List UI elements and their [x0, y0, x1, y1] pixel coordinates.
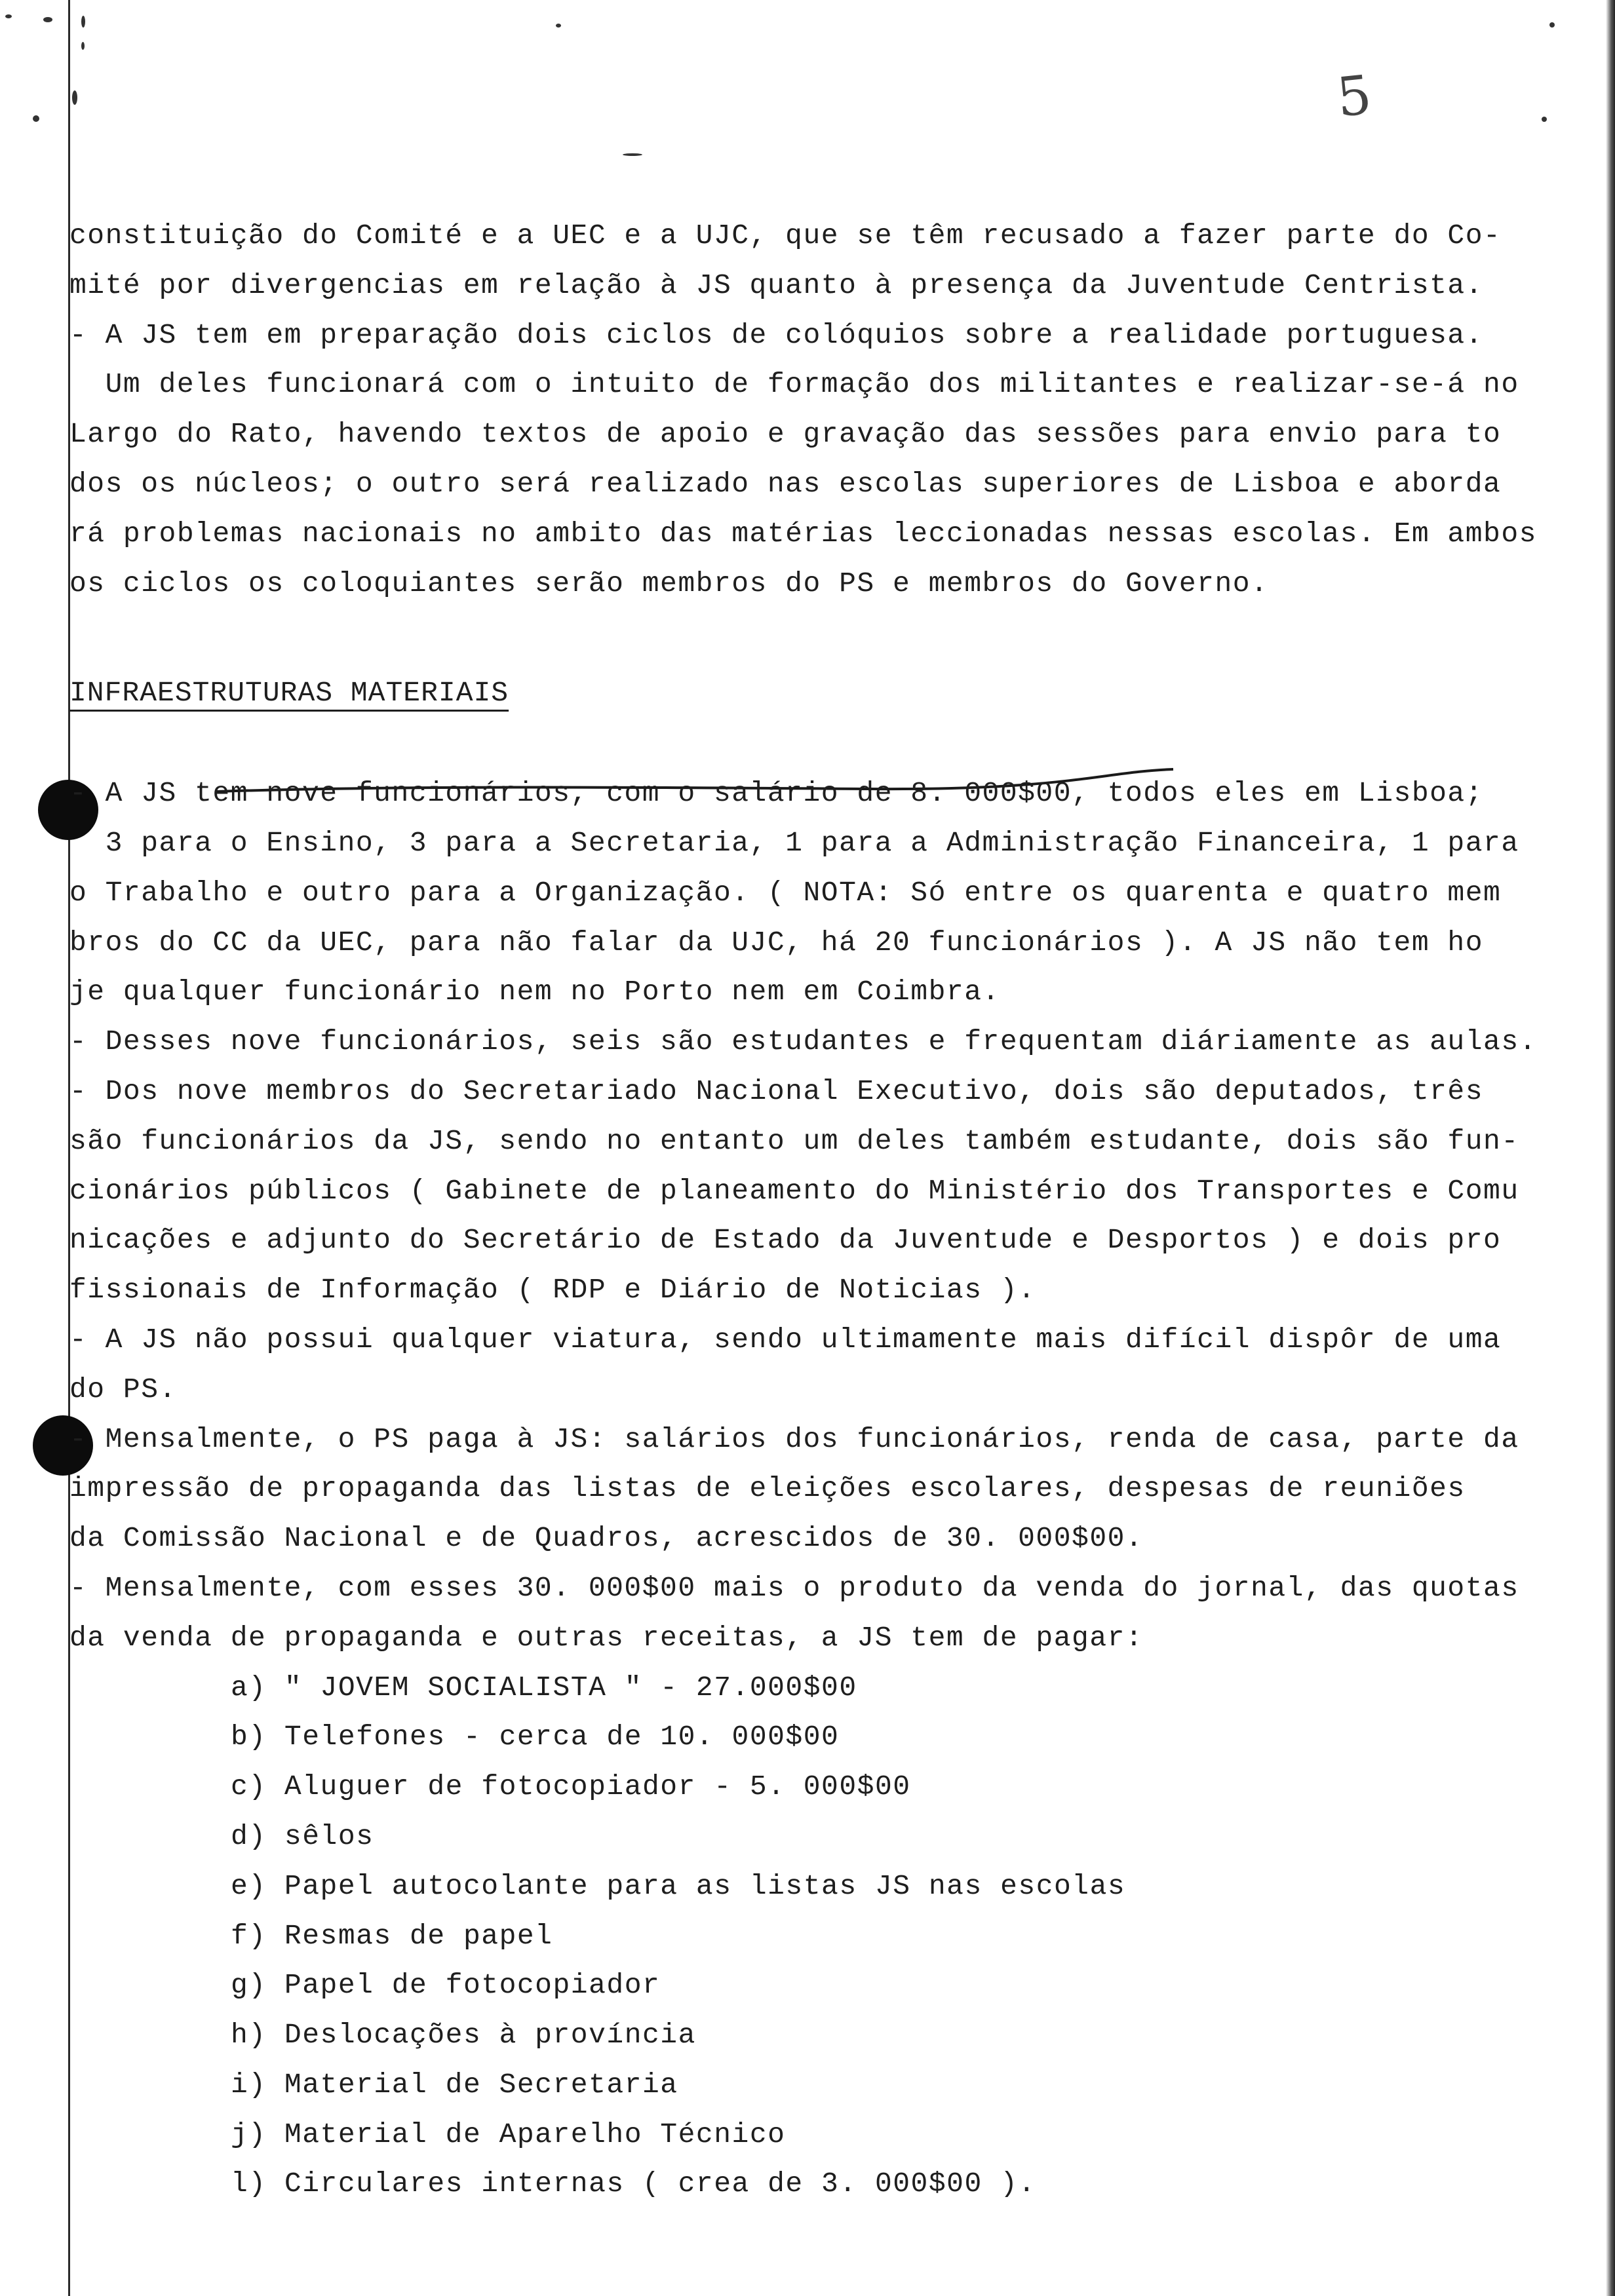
expense-item: b) Telefones - cerca de 10. 000$00 [231, 1721, 840, 1753]
scan-speck [43, 17, 52, 22]
section-line: bros do CC da UEC, para não falar da UJC, há 20 funcionários ). A JS não tem ho [69, 926, 1484, 959]
intro-line: mité por divergencias em relação à JS quanto à presença da Juventude Centrista. [69, 269, 1484, 301]
expense-item: j) Material de Aparelho Técnico [231, 2118, 786, 2151]
section-line: da Comissão Nacional e de Quadros, acrescidos de 30. 000$00. [69, 1522, 1144, 1555]
document-body [69, 211, 1544, 2209]
intro-line: rá problemas nacionais no ambito das matérias leccionadas nessas escolas. Em ambos [69, 517, 1537, 550]
intro-line: os ciclos os coloquiantes serão membros do PS e membros do Governo. [69, 567, 1269, 600]
section-line: - Mensalmente, o PS paga à JS: salários dos funcionários, renda de casa, parte da [69, 1423, 1519, 1455]
expense-item: f) Resmas de papel [231, 1919, 553, 1952]
expense-item: e) Papel autocolante para as listas JS nas escolas [231, 1869, 1126, 1902]
scan-speck [1542, 117, 1547, 122]
page-number: 5 [1334, 64, 1374, 130]
scan-speck [1549, 22, 1555, 28]
section-line: fissionais de Informação ( RDP e Diário de Noticias ). [69, 1274, 1036, 1307]
expense-item: l) Circulares internas ( crea de 3. 000$00 ). [231, 2168, 1036, 2200]
section-line: je qualquer funcionário nem no Porto nem em Coimbra. [69, 976, 1000, 1008]
scan-right-edge [1606, 0, 1615, 2296]
scan-speck [72, 90, 77, 105]
section-line: da venda de propaganda e outras receitas, a JS tem de pagar: [69, 1621, 1144, 1654]
scan-speck [623, 153, 642, 156]
section-line: - Dos nove membros do Secretariado Nacional Executivo, dois são deputados, três [69, 1075, 1484, 1107]
intro-line: Um deles funcionará com o intuito de formação dos militantes e realizar-se-á no [69, 368, 1519, 401]
scan-speck [81, 42, 85, 50]
spacer [69, 608, 1544, 668]
expense-item: a) " JOVEM SOCIALISTA " - 27.000$00 [231, 1671, 857, 1704]
section-line: nicações e adjunto do Secretário de Estado da Juventude e Desportos ) e dois pro [69, 1224, 1502, 1257]
section-line: do PS. [69, 1373, 177, 1406]
section-line: impressão de propaganda das listas de eleições escolares, despesas de reuniões [69, 1472, 1466, 1505]
expense-item: d) sêlos [231, 1820, 374, 1852]
section-heading: INFRAESTRUTURAS MATERIAIS [69, 677, 509, 710]
expense-item: c) Aluguer de fotocopiador - 5. 000$00 [231, 1770, 911, 1803]
section-line: - A JS não possui qualquer viatura, sendo ultimamente mais difícil dispôr de uma [69, 1323, 1502, 1356]
scan-speck [5, 14, 12, 18]
intro-line: constituição do Comité e a UEC e a UJC, que se têm recusado a fazer parte do Co- [69, 220, 1502, 252]
section-line: 3 para o Ensino, 3 para a Secretaria, 1 para a Administração Financeira, 1 para [69, 826, 1519, 859]
intro-line: - A JS tem em preparação dois ciclos de colóquios sobre a realidade portuguesa. [69, 318, 1484, 351]
section-line: - A JS tem nove funcionários, com o salário de 8. 000$00, todos eles em Lisboa; [69, 777, 1484, 810]
section-line: cionários públicos ( Gabinete de planeamento do Ministério dos Transportes e Comu [69, 1174, 1519, 1207]
section-line: o Trabalho e outro para a Organização. ( NOTA: Só entre os quarenta e quatro mem [69, 876, 1502, 909]
intro-line: dos os núcleos; o outro será realizado nas escolas superiores de Lisboa e aborda [69, 467, 1502, 500]
spacer [69, 718, 1544, 769]
scan-speck [33, 115, 39, 122]
expense-item: h) Deslocações à província [231, 2019, 696, 2052]
section-line: são funcionários da JS, sendo no entanto um deles também estudante, dois são fun- [69, 1124, 1519, 1157]
scan-speck [81, 16, 85, 28]
intro-line: Largo do Rato, havendo textos de apoio e gravação das sessões para envio para to [69, 418, 1502, 451]
expense-item: g) Papel de fotocopiador [231, 1969, 661, 2002]
section-line: - Mensalmente, com esses 30. 000$00 mais o produto da venda do jornal, das quotas [69, 1571, 1519, 1604]
scan-speck [556, 24, 561, 28]
expense-item: i) Material de Secretaria [231, 2068, 678, 2101]
section-line: - Desses nove funcionários, seis são estudantes e frequentam diáriamente as aulas. [69, 1025, 1537, 1058]
